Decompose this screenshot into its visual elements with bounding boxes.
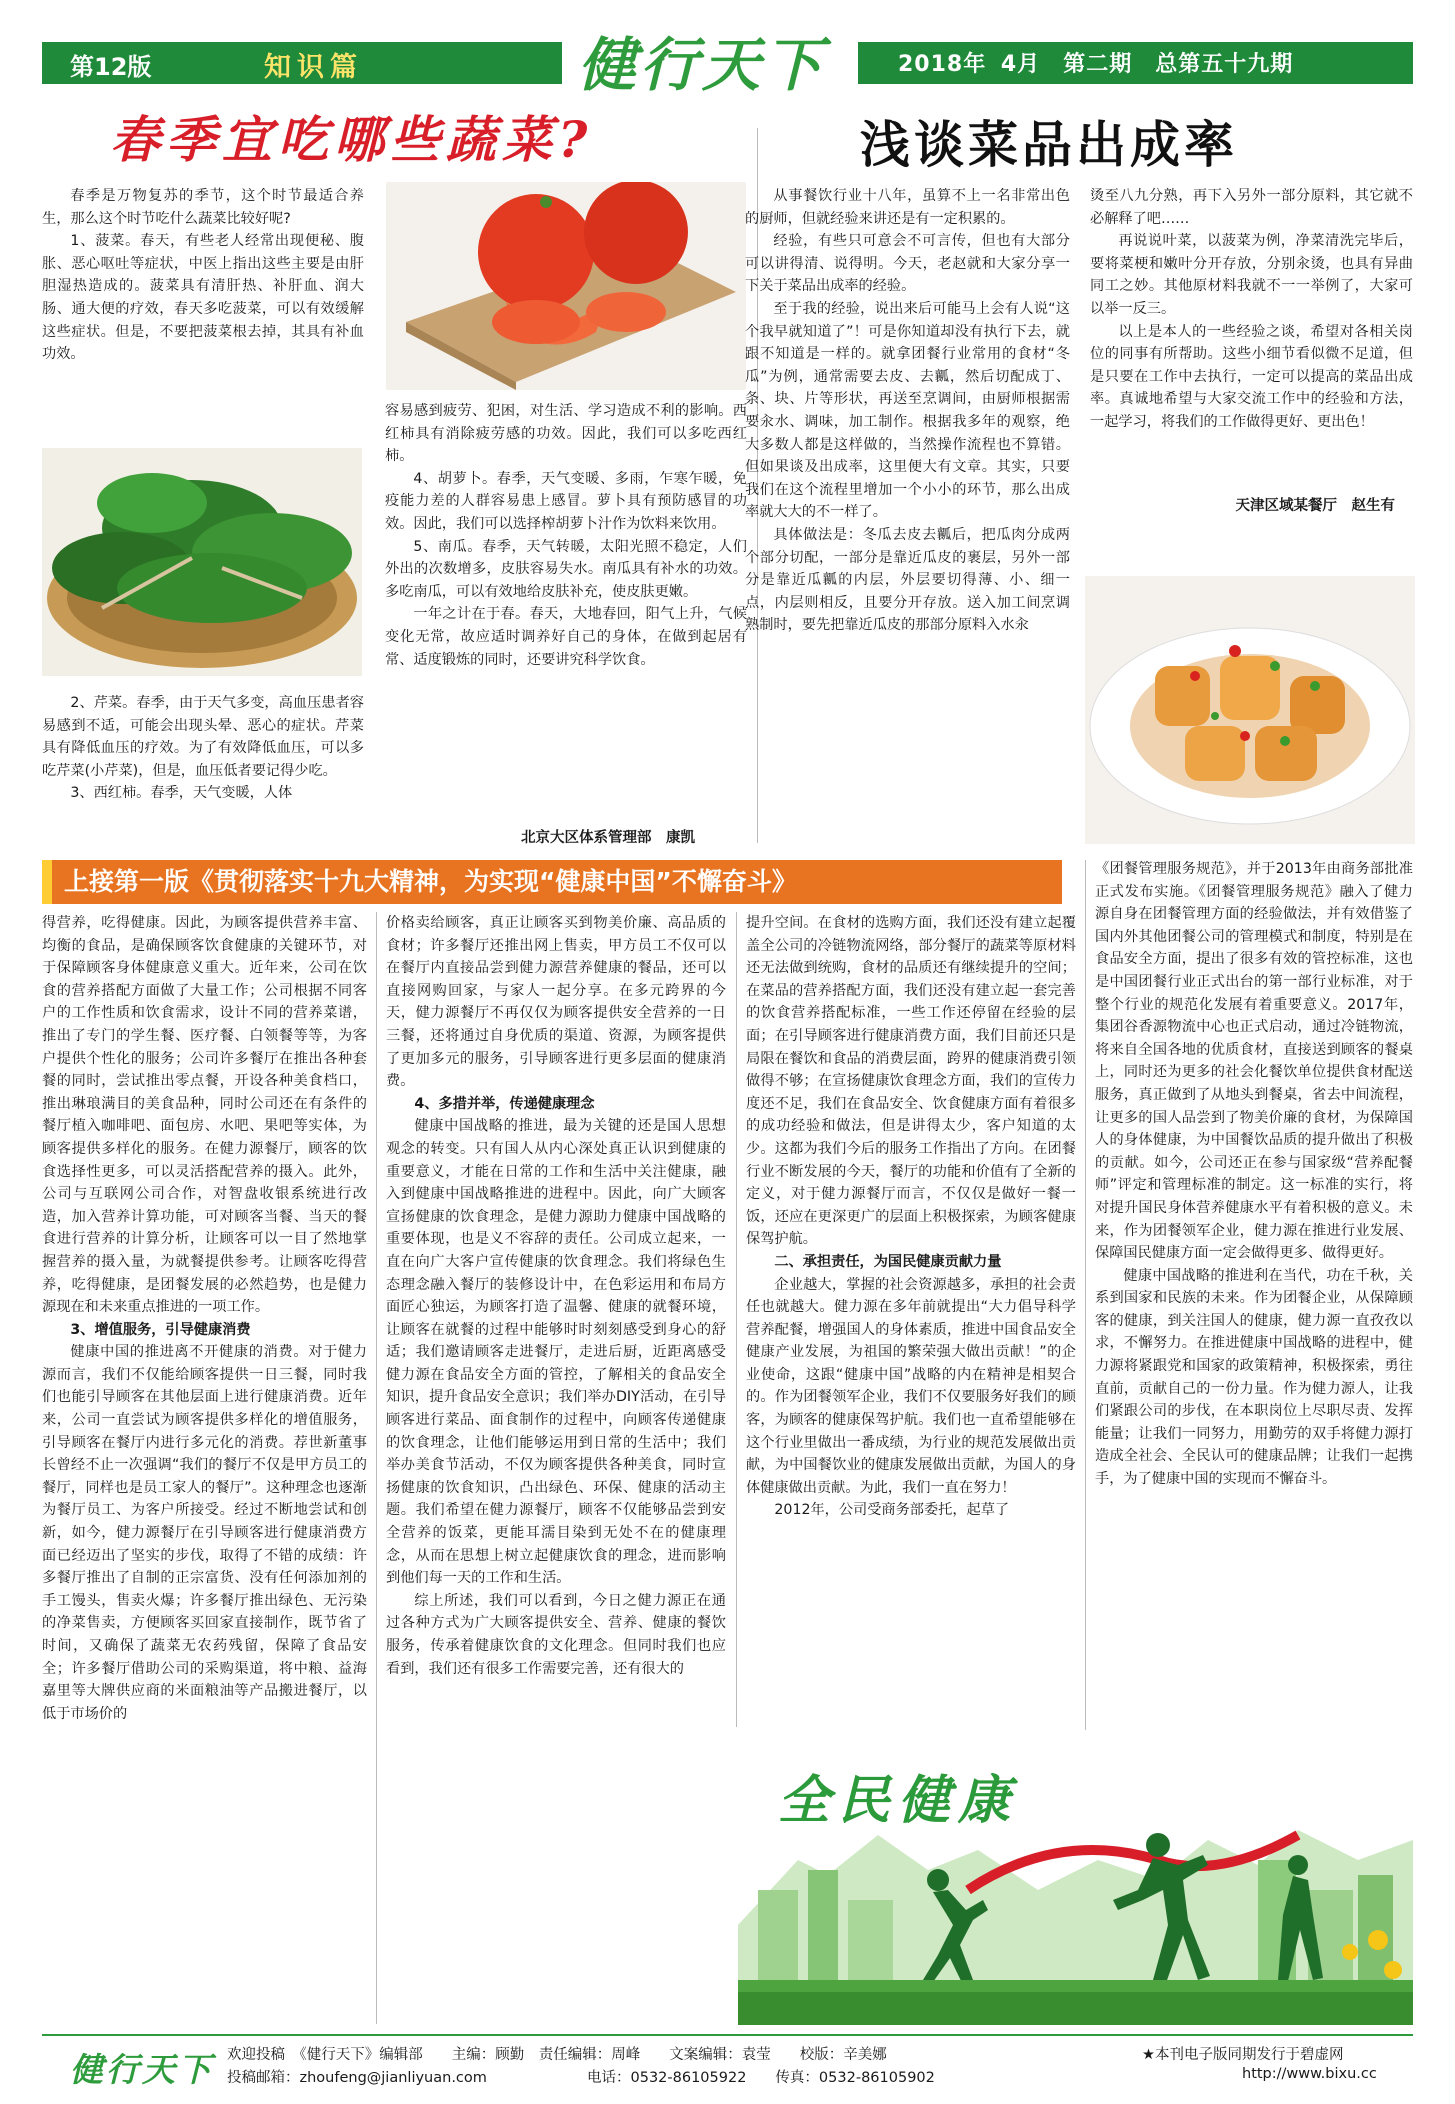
banner-accent <box>42 860 52 904</box>
section-title: 知识篇 <box>264 52 363 83</box>
paragraph: 烫至八九分熟，再下入另外一部分原料，其它就不必解释了吧…… <box>1090 188 1413 227</box>
paragraph: 2、芹菜。春季，由于天气多变，高血压患者容易感到不适，可能会出现头晕、恶心的症状。芹菜具有降低血压的疗效。为了有效降低血压，可以多吃芹菜(小芹菜)，但是，血压低者要记得少吃。 <box>42 695 364 779</box>
article3-col2 <box>386 912 726 1680</box>
footer <box>42 2034 1413 2094</box>
footer-email: 投稿邮箱：zhoufeng@jianliyuan.com <box>227 2070 487 2086</box>
tomato-image <box>386 182 746 390</box>
paragraph: 得营养，吃得健康。因此，为顾客提供营养丰富、均衡的食品，是确保顾客饮食健康的关键环节，对于保障顾客身体健康意义重大。近年来，公司在饮食的营养搭配方面做了大量工作；公司根据不同客户的工作性质和饮食需求，设计不同的营养菜谱，推出了专门的学生餐、医疗餐、白领餐等等，为客户提供个性化的服务；公司许多餐厅在推出各种套餐的同时，尝试推出零点餐，开设各种美食档口，推出琳琅满目的美食品种，同时公司还在有条件的餐厅植入咖啡吧、面包房、水吧、果吧等实体，为顾客提供多样化的服务。在健力源餐厅，顾客的饮食选择性更多，可以灵活搭配营养的摄入。此外，公司与互联网公司合作，对智盘收银系统进行改造，加入营养计算功能，可对顾客当餐、当天的餐食进行营养的计算分析，让顾客可以一目了然地掌握营养的摄入量，为就餐提供参考。让顾客吃得营养，吃得健康，是团餐发展的必然趋势，也是健力源现在和未来重点推进的一项工作。 <box>42 915 367 1316</box>
article3-col4 <box>1095 858 1413 1491</box>
paragraph: 3、西红柿。春季，天气变暖，人体 <box>70 785 293 802</box>
article1-col1 <box>42 185 364 366</box>
article2-signature: 天津区域某餐厅 赵生有 <box>1235 498 1395 514</box>
article2-col1 <box>745 185 1070 637</box>
health-title: 全民健康 <box>778 1770 1019 1831</box>
footer-logo: 健行天下 <box>70 2050 214 2089</box>
paragraph: 提升空间。在食材的选购方面，我们还没有建立起覆盖全公司的冷链物流网络，部分餐厅的蔬菜等原材料还无法做到统购，食材的品质还有继续提升的空间；在菜品的营养搭配方面，我们还没有建立起一套完善的饮食营养搭配标准，一些工作还停留在经验的层面；在引导顾客进行健康消费方面，我们目前还只是局限在餐饮和食品的消费层面，跨界的健康消费引领做得不够；在宣扬健康饮食理念方面，我们的宣传力度还不足，我们在食品安全、饮食健康方面有着很多的成功经验和做法，但是讲得太少，客户知道的太少。这都为我们今后的服务工作指出了方向。在团餐行业不断发展的今天，餐厅的功能和价值有了全新的定义，对于健力源餐厅而言，不仅仅是做好一餐一饭，还应在更深更广的层面上积极探索，为顾客健康保驾护航。 <box>746 915 1076 1248</box>
paragraph: 春季是万物复苏的季节，这个时节最适合养生，那么这个时节吃什么蔬菜比较好呢? <box>42 188 364 227</box>
masthead-logo: 健行天下 <box>578 31 827 99</box>
article1-col1-bottom <box>42 692 364 805</box>
paragraph: 从事餐饮行业十八年，虽算不上一名非常出色的厨师，但就经验来讲还是有一定积累的。 <box>745 188 1070 227</box>
paragraph: 《团餐管理服务规范》，并于2013年由商务部批准正式发布实施。《团餐管理服务规范》融入了健力源自身在团餐管理方面的经验做法，并有效借鉴了国内外其他团餐公司的管理模式和制度，特别是在食品安全方面，提出了很多有效的管控标准，这也是中国团餐行业正式出台的第一部行业标准，对于整个行业的规范化发展有着重要意义。2017年，集团谷香源物流中心也正式启动，通过冷链物流，将来自全国各地的优质食材，直接送到顾客的餐桌上，同时还为更多的社会化餐饮单位提供食材配送服务，真正做到了从地头到餐桌，省去中间流程，让更多的国人品尝到了物美价廉的食材，为保障国人的身体健康，为中国餐饮品质的提升做出了积极的贡献。如今，公司还正在参与国家级“营养配餐师”评定和管理标准的制定。这一标准的实行，将对提升国民身体营养健康水平有着积极的意义。未来，作为团餐领军企业，健力源在推进行业发展、保障国民健康方面一定会做得更多、做得更好。 <box>1095 861 1413 1262</box>
column-divider <box>1085 860 1086 1730</box>
paragraph: 健康中国战略的推进利在当代，功在千秋，关系到国家和民族的未来。作为团餐企业，从保障顾客的健康，到关注国人的健康，健力源一直孜孜以求，不懈努力。在推进健康中国战略的进程中，健力源将紧跟党和国家的政策精神，积极探索，勇往直前，贡献自己的一份力量。作为健力源人，让我们紧跟公司的步伐，在本职岗位上尽职尽责、发挥能量；让我们一同努力，用勤劳的双手将健力源打造成全社会、全民认可的健康品牌；让我们一起携手，为了健康中国的实现而不懈奋斗。 <box>1095 1267 1413 1488</box>
spinach-image <box>42 448 362 676</box>
paragraph: 4、胡萝卜。春季，天气变暖、多雨，乍寒乍暖，免疫能力差的人群容易患上感冒。萝卜具有预防感冒的功效。因此，我们可以选择榨胡萝卜汁作为饮料来饮用。 <box>385 470 747 532</box>
paragraph: 价格卖给顾客，真正让顾客买到物美价廉、高品质的食材；许多餐厅还推出网上售卖，甲方员工不仅可以在餐厅内直接品尝到健力源营养健康的餐品，还可以直接网购回家，与家人一起分享。在多元跨界的今天，健力源餐厅不再仅仅为顾客提供安全营养的一日三餐，还将通过自身优质的渠道、资源，为顾客提供了更加多元的服务，引导顾客进行更多层面的健康消费。 <box>386 915 726 1090</box>
column-divider <box>376 912 377 2024</box>
paragraph: 容易感到疲劳、犯困，对生活、学习造成不利的影响。西红柿具有消除疲劳感的功效。因此，我们可以多吃西红柿。 <box>385 403 747 465</box>
paragraph: 经验，有些只可意会不可言传，但也有大部分可以讲得清、说得明。今天，老赵就和大家分享一下关于菜品出成率的经验。 <box>745 233 1070 295</box>
paragraph: 至于我的经验，说出来后可能马上会有人说“这个我早就知道了”！可是你知道却没有执行下去，就跟不知道是一样的。就拿团餐行业常用的食材“冬瓜”为例，通常需要去皮、去瓤，然后切配成丁、条、块、片等形状，再送至烹调间，由厨师根据需要汆水、调味，加工制作。根据我多年的观察，绝大多数人都是这样做的，当然操作流程也不算错。但如果谈及出成率，这里便大有文章。其实，只要我们在这个流程里增加一个小小的环节，那么出成率就大大的不一样了。 <box>745 300 1070 521</box>
article3-col3 <box>746 912 1076 1522</box>
footer-website: http://www.bixu.cc <box>1242 2066 1377 2082</box>
paragraph: 以上是本人的一些经验之谈，希望对各相关岗位的同事有所帮助。这些小细节看似微不足道，但是只要在工作中去执行，一定可以提高的菜品出成率。真诚地希望与大家交流工作中的经验和方法，一起学习，将我们的工作做得更好、更出色！ <box>1090 323 1413 430</box>
paragraph: 一年之计在于春。春天，大地春回，阳气上升，气候变化无常，故应适时调养好自己的身体，在做到起居有常、适度锻炼的同时，还要讲究科学饮食。 <box>385 606 747 668</box>
paragraph: 5、南瓜。春季，天气转暖，太阳光照不稳定，人们外出的次数增多，皮肤容易失水。南瓜具有补水的功效。多吃南瓜，可以有效地给皮肤补充，使皮肤更嫩。 <box>385 538 747 600</box>
national-health-graphic <box>738 1740 1413 2025</box>
subheading: 二、承担责任，为国民健康贡献力量 <box>774 1253 1002 1270</box>
issue-info: 2018年 4月 第二期 总第五十九期 <box>898 52 1294 77</box>
article3-col1 <box>42 912 367 1725</box>
footer-phone: 电话：0532-86105922 传真：0532-86105902 <box>587 2070 935 2086</box>
continued-banner: 上接第一版《贯彻落实十九大精神，为实现“健康中国”不懈奋斗》 <box>42 860 1062 904</box>
paragraph: 综上所述，我们可以看到，今日之健力源正在通过各种方式为广大顾客提供安全、营养、健康的餐饮服务，传承着健康饮食的文化理念。但同时我们也应看到，我们还有很多工作需要完善，还有很大的 <box>386 1592 726 1677</box>
subheading: 3、增值服务，引导健康消费 <box>70 1321 251 1338</box>
article1-signature: 北京大区体系管理部 康凯 <box>521 830 695 846</box>
paragraph: 2012年，公司受商务部委托，起草了 <box>774 1502 1010 1519</box>
article2-col2 <box>1090 185 1413 434</box>
paragraph: 1、菠菜。春天，有些老人经常出现便秘、腹胀、恶心呕吐等症状，中医上指出这些主要是由肝胆湿热造成的。菠菜具有清肝热、补肝血、润大肠、通大便的疗效，春天多吃菠菜，可以有效缓解这些症状。但是，不要把菠菜根去掉，其具有补血功效。 <box>42 233 364 363</box>
article1-title: 春季宜吃哪些蔬菜? <box>110 110 594 169</box>
footer-e-edition: ★本刊电子版同期发行于碧虚网 <box>1142 2047 1344 2063</box>
article1-col2 <box>385 400 747 671</box>
header-left-bar <box>42 42 562 84</box>
page-version: 第12版 <box>70 53 152 81</box>
paragraph: 再说说叶菜，以菠菜为例，净菜清洗完毕后，要将菜梗和嫩叶分开存放，分别汆烫，也具有异曲同工之妙。其他原材料我就不一一举例了，大家可以举一反三。 <box>1090 233 1413 317</box>
paragraph: 健康中国的推进离不开健康的消费。对于健力源而言，我们不仅能给顾客提供一日三餐，同时我们也能引导顾客在其他层面上进行健康消费。近年来，公司一直尝试为顾客提供多样化的增值服务，引导顾客在餐厅内进行多元化的消费。荐世新董事长曾经不止一次强调“我们的餐厅不仅是甲方员工的餐厅，同样也是员工家人的餐厅”。这种理念也逐渐为餐厅员工、为客户所接受。经过不断地尝试和创新，如今，健力源餐厅在引导顾客进行健康消费方面已经迈出了坚实的步伐，取得了不错的成绩：许多餐厅推出了自制的正宗富货、没有任何添加剂的手工馒头，售卖火爆；许多餐厅推出绿色、无污染的净菜售卖，方便顾客买回家直接制作，既节省了时间，又确保了蔬菜无农药残留，保障了食品安全；许多餐厅借助公司的采购渠道，将中粮、益海嘉里等大牌供应商的米面粮油等产品搬进餐厅，以低于市场价的 <box>42 1344 367 1722</box>
header-right-bar <box>858 42 1413 84</box>
article2-title: 浅谈菜品出成率 <box>860 115 1238 174</box>
column-divider <box>736 912 737 1727</box>
paragraph: 健康中国战略的推进，最为关键的还是国人思想观念的转变。只有国人从内心深处真正认识到健康的重要意义，才能在日常的工作和生活中关注健康，融入到健康中国战略推进的进程中。因此，向广大顾客宣扬健康的饮食理念，是健力源助力健康中国战略的重要体现，也是义不容辞的责任。公司成立起来，一直在向广大客户宣传健康的饮食理念。我们将绿色生态理念融入餐厅的装修设计中，在色彩运用和布局方面匠心独运，为顾客打造了温馨、健康的就餐环境，让顾客在就餐的过程中能够时时刻刻感受到身心的舒适；我们邀请顾客走进餐厅，走进后厨，近距离感受健力源在食品安全方面的管控，了解相关的食品安全知识，提升食品安全意识；我们举办DIY活动，在引导顾客进行菜品、面食制作的过程中，向顾客传递健康的饮食理念，让他们能够运用到日常的生活中；我们举办美食节活动，不仅为顾客提供各种美食，同时宣扬健康的饮食知识，凸出绿色、环保、健康的活动主题。我们希望在健力源餐厅，顾客不仅能够品尝到安全营养的饭菜，更能耳濡目染到无处不在的健康理念，从而在思想上树立起健康饮食的理念，进而影响到他们每一天的工作和生活。 <box>386 1118 726 1587</box>
winter-melon-dish-image <box>1085 576 1415 844</box>
footer-credits: 欢迎投稿 《健行天下》编辑部 主编：顾勤 责任编辑：周峰 文案编辑：袁莹 校版：辛美娜 <box>227 2047 887 2063</box>
paragraph: 企业越大，掌握的社会资源越多，承担的社会责任也就越大。健力源在多年前就提出“大力倡导科学营养配餐，增强国人的身体素质，推进中国食品安全健康产业发展，为祖国的繁荣强大做出贡献！”的企业使命，这跟“健康中国”战略的内在精神是相契合的。作为团餐领军企业，我们不仅要服务好我们的顾客，为顾客的健康保驾护航。我们也一直希望能够在这个行业里做出一番成绩，为行业的规范发展做出贡献，为中国餐饮业的健康发展做出贡献，为国人的身体健康做出贡献。为此，我们一直在努力！ <box>746 1276 1076 1496</box>
paragraph: 具体做法是：冬瓜去皮去瓤后，把瓜肉分成两个部分切配，一部分是靠近瓜皮的裹层，另外一部分是靠近瓜瓤的内层，外层要切得薄、小、细一点，内层则相反，且要分开存放。送入加工间烹调熟制时，要先把靠近瓜皮的那部分原料入水汆 <box>745 526 1070 634</box>
subheading: 4、多措并举，传递健康理念 <box>414 1095 595 1112</box>
